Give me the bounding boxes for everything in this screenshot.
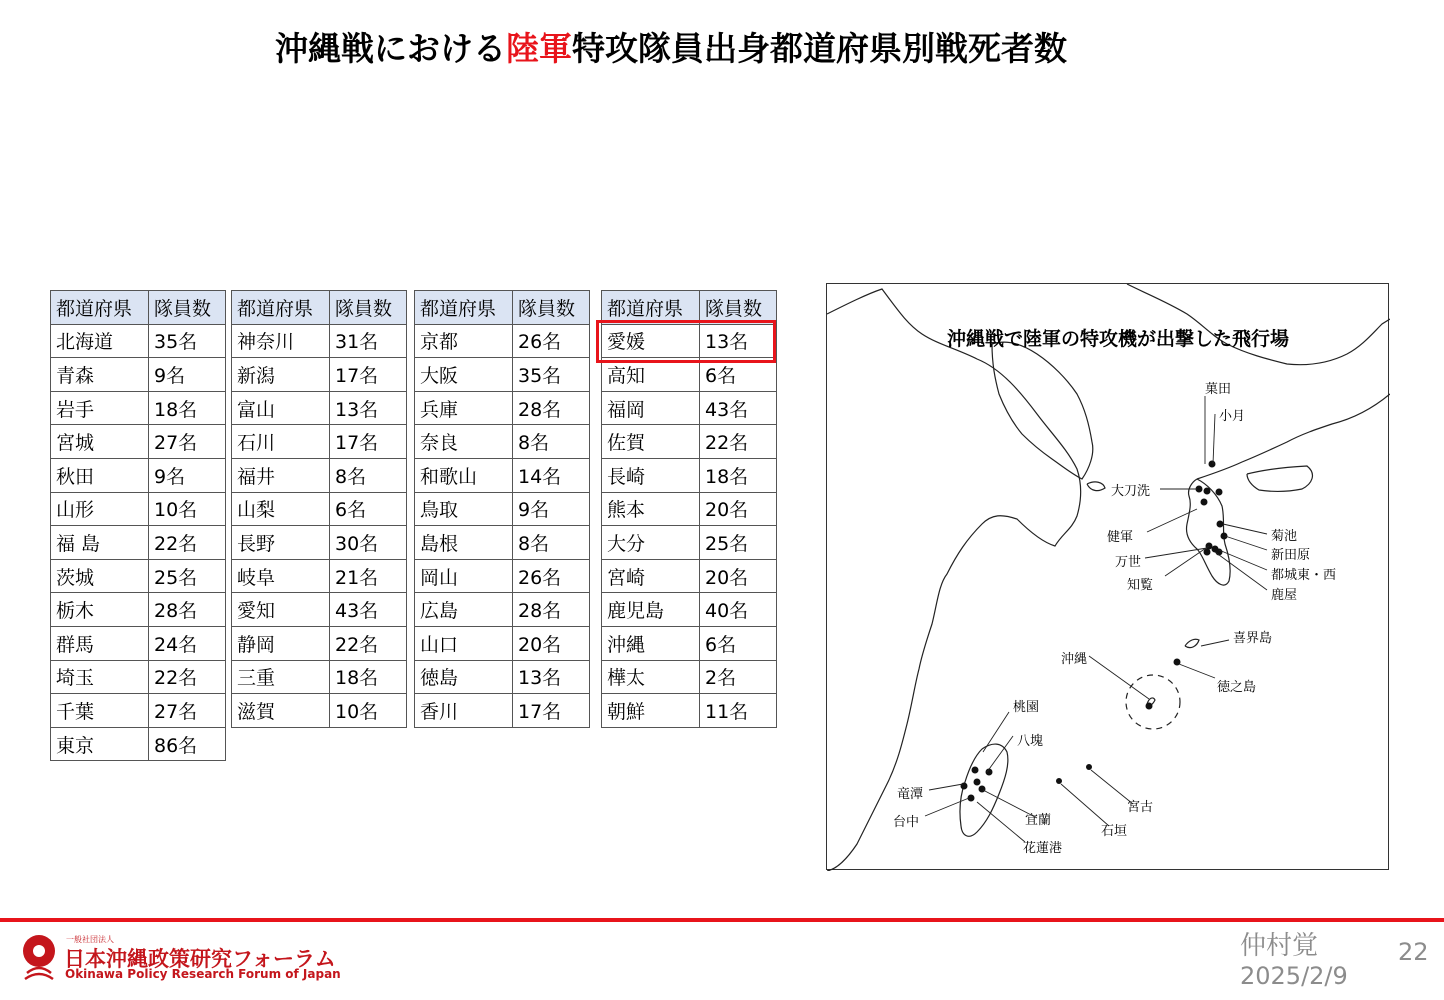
count-cell: 25名 bbox=[700, 526, 777, 560]
table-row bbox=[232, 559, 407, 593]
prefecture-cell: 和歌山 bbox=[415, 458, 513, 492]
prefecture-cell: 福井 bbox=[232, 458, 330, 492]
count-cell: 8名 bbox=[330, 458, 407, 492]
count-cell: 17名 bbox=[330, 425, 407, 459]
count-cell: 18名 bbox=[149, 391, 226, 425]
table-row bbox=[602, 593, 777, 627]
count-cell: 27名 bbox=[149, 694, 226, 728]
table-row bbox=[51, 660, 226, 694]
airfield-map bbox=[826, 283, 1389, 870]
count-cell: 13名 bbox=[330, 391, 407, 425]
prefecture-cell: 宮崎 bbox=[602, 559, 700, 593]
table-row bbox=[602, 492, 777, 526]
table-row bbox=[415, 593, 590, 627]
map-label-chiran: 知覧 bbox=[1127, 578, 1154, 593]
prefecture-cell: 千葉 bbox=[51, 694, 149, 728]
header-count: 隊員数 bbox=[513, 291, 590, 325]
prefecture-cell: 沖縄 bbox=[602, 626, 700, 660]
count-cell: 18名 bbox=[330, 660, 407, 694]
count-cell: 30名 bbox=[330, 526, 407, 560]
table-row bbox=[51, 526, 226, 560]
prefecture-cell: 朝鮮 bbox=[602, 694, 700, 728]
prefecture-cell: 熊本 bbox=[602, 492, 700, 526]
table-row bbox=[232, 324, 407, 358]
prefecture-cell: 徳島 bbox=[415, 660, 513, 694]
map-label-ryutan: 竜潭 bbox=[897, 787, 924, 802]
table-row bbox=[415, 626, 590, 660]
table-row bbox=[415, 660, 590, 694]
map-label-karenko: 花蓮港 bbox=[1023, 841, 1063, 856]
table-row bbox=[51, 727, 226, 761]
table-row bbox=[232, 358, 407, 392]
table-row bbox=[415, 391, 590, 425]
table-row bbox=[51, 626, 226, 660]
map-label-miyako: 宮古 bbox=[1127, 800, 1154, 815]
map-label-tokunoshima: 徳之島 bbox=[1217, 680, 1257, 695]
table-row bbox=[415, 324, 590, 358]
footer-divider bbox=[0, 918, 1444, 922]
map-label-bansei: 万世 bbox=[1115, 555, 1142, 570]
map-label-giran: 宜蘭 bbox=[1025, 813, 1052, 828]
prefecture-cell: 滋賀 bbox=[232, 694, 330, 728]
count-cell: 22名 bbox=[700, 425, 777, 459]
table-row bbox=[415, 492, 590, 526]
count-cell: 22名 bbox=[330, 626, 407, 660]
table-header-row bbox=[51, 291, 226, 325]
forum-logo-icon bbox=[21, 933, 57, 981]
table-row bbox=[51, 593, 226, 627]
map-label-ishigaki: 石垣 bbox=[1101, 824, 1128, 839]
prefecture-cell: 静岡 bbox=[232, 626, 330, 660]
count-cell: 10名 bbox=[149, 492, 226, 526]
table-row bbox=[232, 526, 407, 560]
table-row bbox=[232, 391, 407, 425]
header-count: 隊員数 bbox=[149, 291, 226, 325]
table-row bbox=[602, 694, 777, 728]
count-cell: 8名 bbox=[513, 526, 590, 560]
prefecture-cell: 三重 bbox=[232, 660, 330, 694]
count-cell: 20名 bbox=[513, 626, 590, 660]
prefecture-cell: 岡山 bbox=[415, 559, 513, 593]
korea-peninsula bbox=[992, 342, 1093, 479]
presentation-date: 2025/2/9 bbox=[1240, 962, 1348, 990]
prefecture-cell: 石川 bbox=[232, 425, 330, 459]
map-label-kanoya: 鹿屋 bbox=[1271, 588, 1298, 603]
table-row bbox=[415, 425, 590, 459]
count-cell: 6名 bbox=[700, 626, 777, 660]
count-cell: 10名 bbox=[330, 694, 407, 728]
prefecture-cell: 大阪 bbox=[415, 358, 513, 392]
table-header-row bbox=[415, 291, 590, 325]
map-label-kikuchi: 菊池 bbox=[1271, 529, 1298, 544]
count-cell: 24名 bbox=[149, 626, 226, 660]
kyushu-coast bbox=[1186, 479, 1230, 585]
org-name-en: Okinawa Policy Research Forum of Japan bbox=[65, 967, 341, 981]
prefecture-cell: 島根 bbox=[415, 526, 513, 560]
prefecture-table-3 bbox=[414, 290, 590, 728]
prefecture-cell: 広島 bbox=[415, 593, 513, 627]
title-part2: 特攻隊員出身都道府県別戦死者数 bbox=[572, 29, 1067, 68]
count-cell: 28名 bbox=[513, 593, 590, 627]
count-cell: 9名 bbox=[513, 492, 590, 526]
table-row bbox=[415, 458, 590, 492]
map-label-nyutabaru: 新田原 bbox=[1271, 548, 1311, 563]
map-label-taoyuan: 桃園 bbox=[1013, 700, 1040, 715]
prefecture-cell: 神奈川 bbox=[232, 324, 330, 358]
prefecture-cell: 京都 bbox=[415, 324, 513, 358]
table-row bbox=[232, 425, 407, 459]
table-row bbox=[602, 391, 777, 425]
table-row bbox=[232, 660, 407, 694]
count-cell: 28名 bbox=[149, 593, 226, 627]
prefecture-cell: 岩手 bbox=[51, 391, 149, 425]
ehime-highlight-box bbox=[596, 320, 776, 363]
table-row bbox=[602, 660, 777, 694]
prefecture-cell: 長崎 bbox=[602, 458, 700, 492]
prefecture-cell: 鳥取 bbox=[415, 492, 513, 526]
count-cell: 40名 bbox=[700, 593, 777, 627]
table-row bbox=[51, 694, 226, 728]
count-cell: 17名 bbox=[513, 694, 590, 728]
prefecture-cell: 兵庫 bbox=[415, 391, 513, 425]
count-cell: 86名 bbox=[149, 727, 226, 761]
prefecture-cell: 栃木 bbox=[51, 593, 149, 627]
prefecture-cell: 茨城 bbox=[51, 559, 149, 593]
table-row bbox=[232, 593, 407, 627]
prefecture-cell: 愛媛 bbox=[602, 324, 700, 358]
table-row bbox=[51, 492, 226, 526]
count-cell: 43名 bbox=[700, 391, 777, 425]
count-cell: 13名 bbox=[700, 324, 777, 358]
header-prefecture: 都道府県 bbox=[602, 291, 700, 325]
prefecture-cell: 山口 bbox=[415, 626, 513, 660]
prefecture-cell: 高知 bbox=[602, 358, 700, 392]
count-cell: 43名 bbox=[330, 593, 407, 627]
map-label-ogetsu: 小月 bbox=[1219, 409, 1246, 424]
prefecture-cell: 岐阜 bbox=[232, 559, 330, 593]
prefecture-cell: 香川 bbox=[415, 694, 513, 728]
count-cell: 14名 bbox=[513, 458, 590, 492]
title-part1: 沖縄戦における bbox=[275, 29, 506, 68]
table-row bbox=[415, 559, 590, 593]
header-prefecture: 都道府県 bbox=[232, 291, 330, 325]
table-row bbox=[232, 694, 407, 728]
prefecture-cell: 埼玉 bbox=[51, 660, 149, 694]
table-row bbox=[51, 559, 226, 593]
count-cell: 13名 bbox=[513, 660, 590, 694]
shikoku-coast bbox=[1247, 466, 1312, 491]
map-title: 沖縄戦で陸軍の特攻機が出撃した飛行場 bbox=[947, 328, 1290, 350]
prefecture-cell: 山梨 bbox=[232, 492, 330, 526]
prefecture-cell: 樺太 bbox=[602, 660, 700, 694]
prefecture-cell: 福岡 bbox=[602, 391, 700, 425]
header-prefecture: 都道府県 bbox=[51, 291, 149, 325]
count-cell: 31名 bbox=[330, 324, 407, 358]
table-row bbox=[51, 458, 226, 492]
slide-title bbox=[275, 28, 1175, 70]
count-cell: 18名 bbox=[700, 458, 777, 492]
table-row bbox=[51, 358, 226, 392]
table-row bbox=[602, 626, 777, 660]
count-cell: 17名 bbox=[330, 358, 407, 392]
okinawa-circle bbox=[1126, 675, 1180, 729]
prefecture-cell: 鹿児島 bbox=[602, 593, 700, 627]
org-type-label: 一般社団法人 bbox=[66, 935, 114, 944]
map-label-okinawa: 沖縄 bbox=[1061, 652, 1088, 667]
table-row bbox=[602, 526, 777, 560]
header-prefecture: 都道府県 bbox=[415, 291, 513, 325]
table-row bbox=[415, 694, 590, 728]
map-label-kabuta: 菓田 bbox=[1205, 382, 1232, 397]
author-name: 仲村覚 bbox=[1240, 931, 1319, 961]
header-count: 隊員数 bbox=[700, 291, 777, 325]
table-row bbox=[232, 492, 407, 526]
prefecture-cell: 北海道 bbox=[51, 324, 149, 358]
count-cell: 35名 bbox=[149, 324, 226, 358]
kikai-island bbox=[1185, 639, 1199, 647]
table-row bbox=[602, 425, 777, 459]
korea-coast bbox=[827, 289, 1081, 871]
map-label-kengun: 健軍 bbox=[1107, 530, 1134, 545]
map-label-taichu: 台中 bbox=[893, 815, 920, 830]
count-cell: 6名 bbox=[700, 358, 777, 392]
count-cell: 2名 bbox=[700, 660, 777, 694]
header-count: 隊員数 bbox=[330, 291, 407, 325]
prefecture-table-1 bbox=[50, 290, 226, 761]
page-number: 22 bbox=[1398, 938, 1429, 966]
prefecture-cell: 秋田 bbox=[51, 458, 149, 492]
table-row bbox=[51, 425, 226, 459]
map-label-kikai: 喜界島 bbox=[1233, 631, 1273, 646]
count-cell: 20名 bbox=[700, 492, 777, 526]
count-cell: 22名 bbox=[149, 526, 226, 560]
count-cell: 20名 bbox=[700, 559, 777, 593]
table-row bbox=[415, 358, 590, 392]
prefecture-cell: 青森 bbox=[51, 358, 149, 392]
count-cell: 11名 bbox=[700, 694, 777, 728]
prefecture-cell: 東京 bbox=[51, 727, 149, 761]
prefecture-cell: 大分 bbox=[602, 526, 700, 560]
prefecture-cell: 長野 bbox=[232, 526, 330, 560]
count-cell: 8名 bbox=[513, 425, 590, 459]
prefecture-cell: 奈良 bbox=[415, 425, 513, 459]
prefecture-cell: 山形 bbox=[51, 492, 149, 526]
prefecture-cell: 愛知 bbox=[232, 593, 330, 627]
prefecture-table-2 bbox=[231, 290, 407, 728]
count-cell: 9名 bbox=[149, 458, 226, 492]
map-label-tachiarai: 大刀洗 bbox=[1111, 484, 1151, 499]
prefecture-cell: 新潟 bbox=[232, 358, 330, 392]
count-cell: 28名 bbox=[513, 391, 590, 425]
jeju-island bbox=[1087, 482, 1105, 491]
table-header-row bbox=[232, 291, 407, 325]
table-row bbox=[602, 458, 777, 492]
honshu-coast bbox=[1127, 284, 1390, 479]
count-cell: 26名 bbox=[513, 559, 590, 593]
count-cell: 27名 bbox=[149, 425, 226, 459]
count-cell: 6名 bbox=[330, 492, 407, 526]
prefecture-cell: 宮城 bbox=[51, 425, 149, 459]
map-label-hakkai: 八塊 bbox=[1017, 734, 1044, 749]
table-row bbox=[232, 626, 407, 660]
prefecture-cell: 富山 bbox=[232, 391, 330, 425]
count-cell: 35名 bbox=[513, 358, 590, 392]
title-highlight: 陸軍 bbox=[506, 29, 572, 68]
table-row bbox=[232, 458, 407, 492]
prefecture-cell: 佐賀 bbox=[602, 425, 700, 459]
table-row bbox=[51, 391, 226, 425]
count-cell: 25名 bbox=[149, 559, 226, 593]
count-cell: 21名 bbox=[330, 559, 407, 593]
table-row bbox=[415, 526, 590, 560]
count-cell: 22名 bbox=[149, 660, 226, 694]
count-cell: 9名 bbox=[149, 358, 226, 392]
table-row bbox=[602, 559, 777, 593]
map-label-miyakonojo: 都城東・西 bbox=[1271, 568, 1337, 583]
count-cell: 26名 bbox=[513, 324, 590, 358]
prefecture-cell: 福 島 bbox=[51, 526, 149, 560]
prefecture-cell: 群馬 bbox=[51, 626, 149, 660]
org-name-jp: 日本沖縄政策研究フォーラム bbox=[64, 947, 336, 971]
table-row bbox=[51, 324, 226, 358]
